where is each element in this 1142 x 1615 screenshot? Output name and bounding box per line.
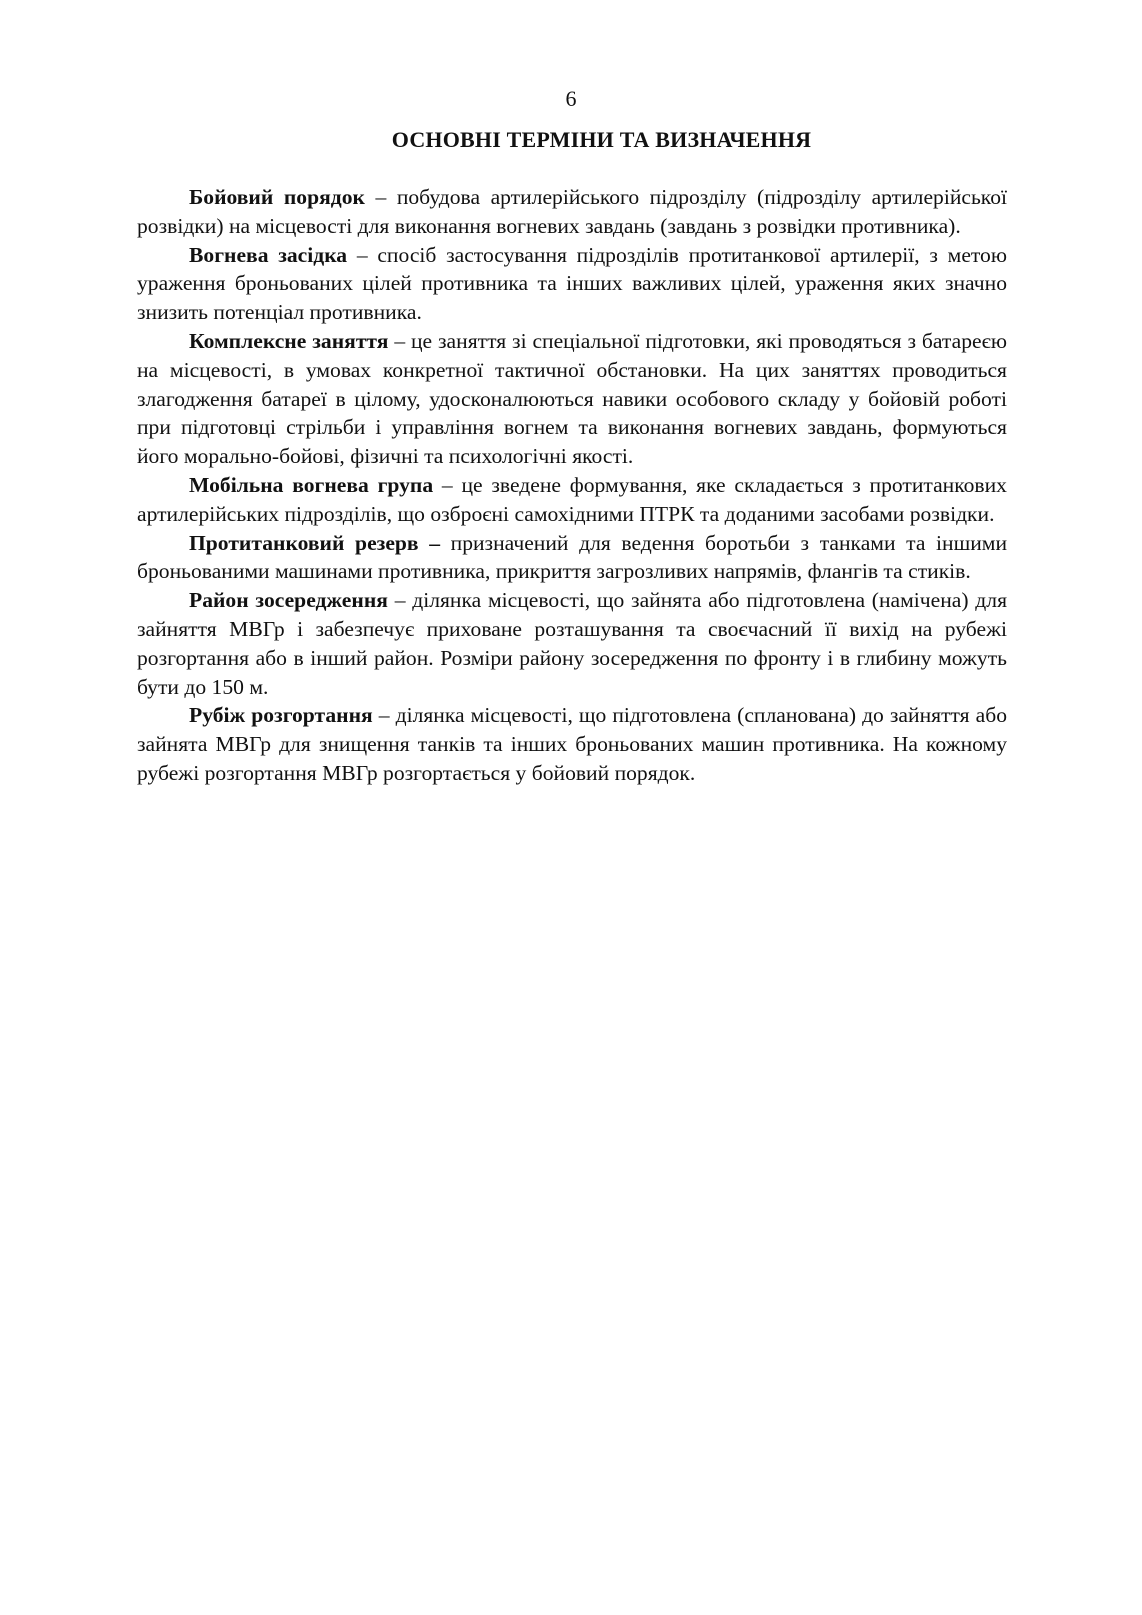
- definition-term: Протитанковий резерв –: [189, 530, 441, 555]
- definitions-list: [137, 183, 1007, 788]
- definition-paragraph: [137, 529, 1007, 587]
- definition-text: – ділянка місцевості, що зайнята або підготовлена (намічена) для зайняття МВГр і забезпечує приховане розташування та своєчасний її вихід на рубежі розгортання або в інший район. Розміри району зосередження по фронту і в глибину можуть бути до 150 м.: [137, 588, 1007, 699]
- definition-term: Рубіж розгортання: [189, 703, 373, 728]
- definition-text: – спосіб застосування підрозділів протитанкової артилерії, з метою ураження броньованих цілей противника та інших важливих цілей, ураження яких значно знизить потенціал противника.: [137, 242, 1007, 325]
- definition-text: призначений для ведення боротьби з танками та іншими броньованими машинами противника, прикриття загрозливих напрямів, флангів та стиків.: [137, 530, 1008, 584]
- definition-paragraph: [137, 183, 1007, 241]
- definition-text: – це зведене формування, яке складається з протитанкових артилерійських підрозділів, що озброєні самохідними ПТРК та доданими засобами розвідки.: [137, 472, 1007, 526]
- definition-term: Мобільна вогнева група: [189, 472, 434, 497]
- definition-paragraph: [137, 471, 1007, 529]
- page-number: 6: [565, 86, 577, 111]
- definition-text: – ділянка місцевості, що підготовлена (спланована) до зайняття або зайнята МВГр для знищення танків та інших броньованих машин противника. На кожному рубежі розгортання МВГр розгортається у бойовий порядок.: [137, 703, 1008, 785]
- definition-paragraph: [137, 241, 1007, 327]
- definition-paragraph: [137, 327, 1007, 471]
- definition-text: – це заняття зі спеціальної підготовки, які проводяться з батареєю на місцевості, в умовах конкретної тактичної обстановки. На цих заняттях проводиться злагодження батареї в цілому, удосконалюються навики особового складу у бойовій роботі при підготовці стрільби і управління вогнем та виконання вогневих завдань, формуються його морально-бойові, фізичні та психологічні якості.: [137, 328, 1007, 469]
- definition-paragraph: [137, 701, 1007, 787]
- definition-term: Бойовий порядок: [189, 185, 365, 209]
- page-title: ОСНОВНІ ТЕРМІНИ ТА ВИЗНАЧЕННЯ: [391, 127, 812, 152]
- definition-term: Комплексне заняття: [189, 328, 389, 353]
- definition-term: Вогнева засідка: [189, 242, 348, 267]
- definition-term: Район зосередження: [189, 588, 388, 613]
- definition-text: – побудова артилерійського підрозділу (підрозділу артилерійської розвідки) на місцевості для виконання вогневих завдань (завдань з розвідки противника).: [137, 185, 1008, 238]
- definition-paragraph: [137, 586, 1007, 701]
